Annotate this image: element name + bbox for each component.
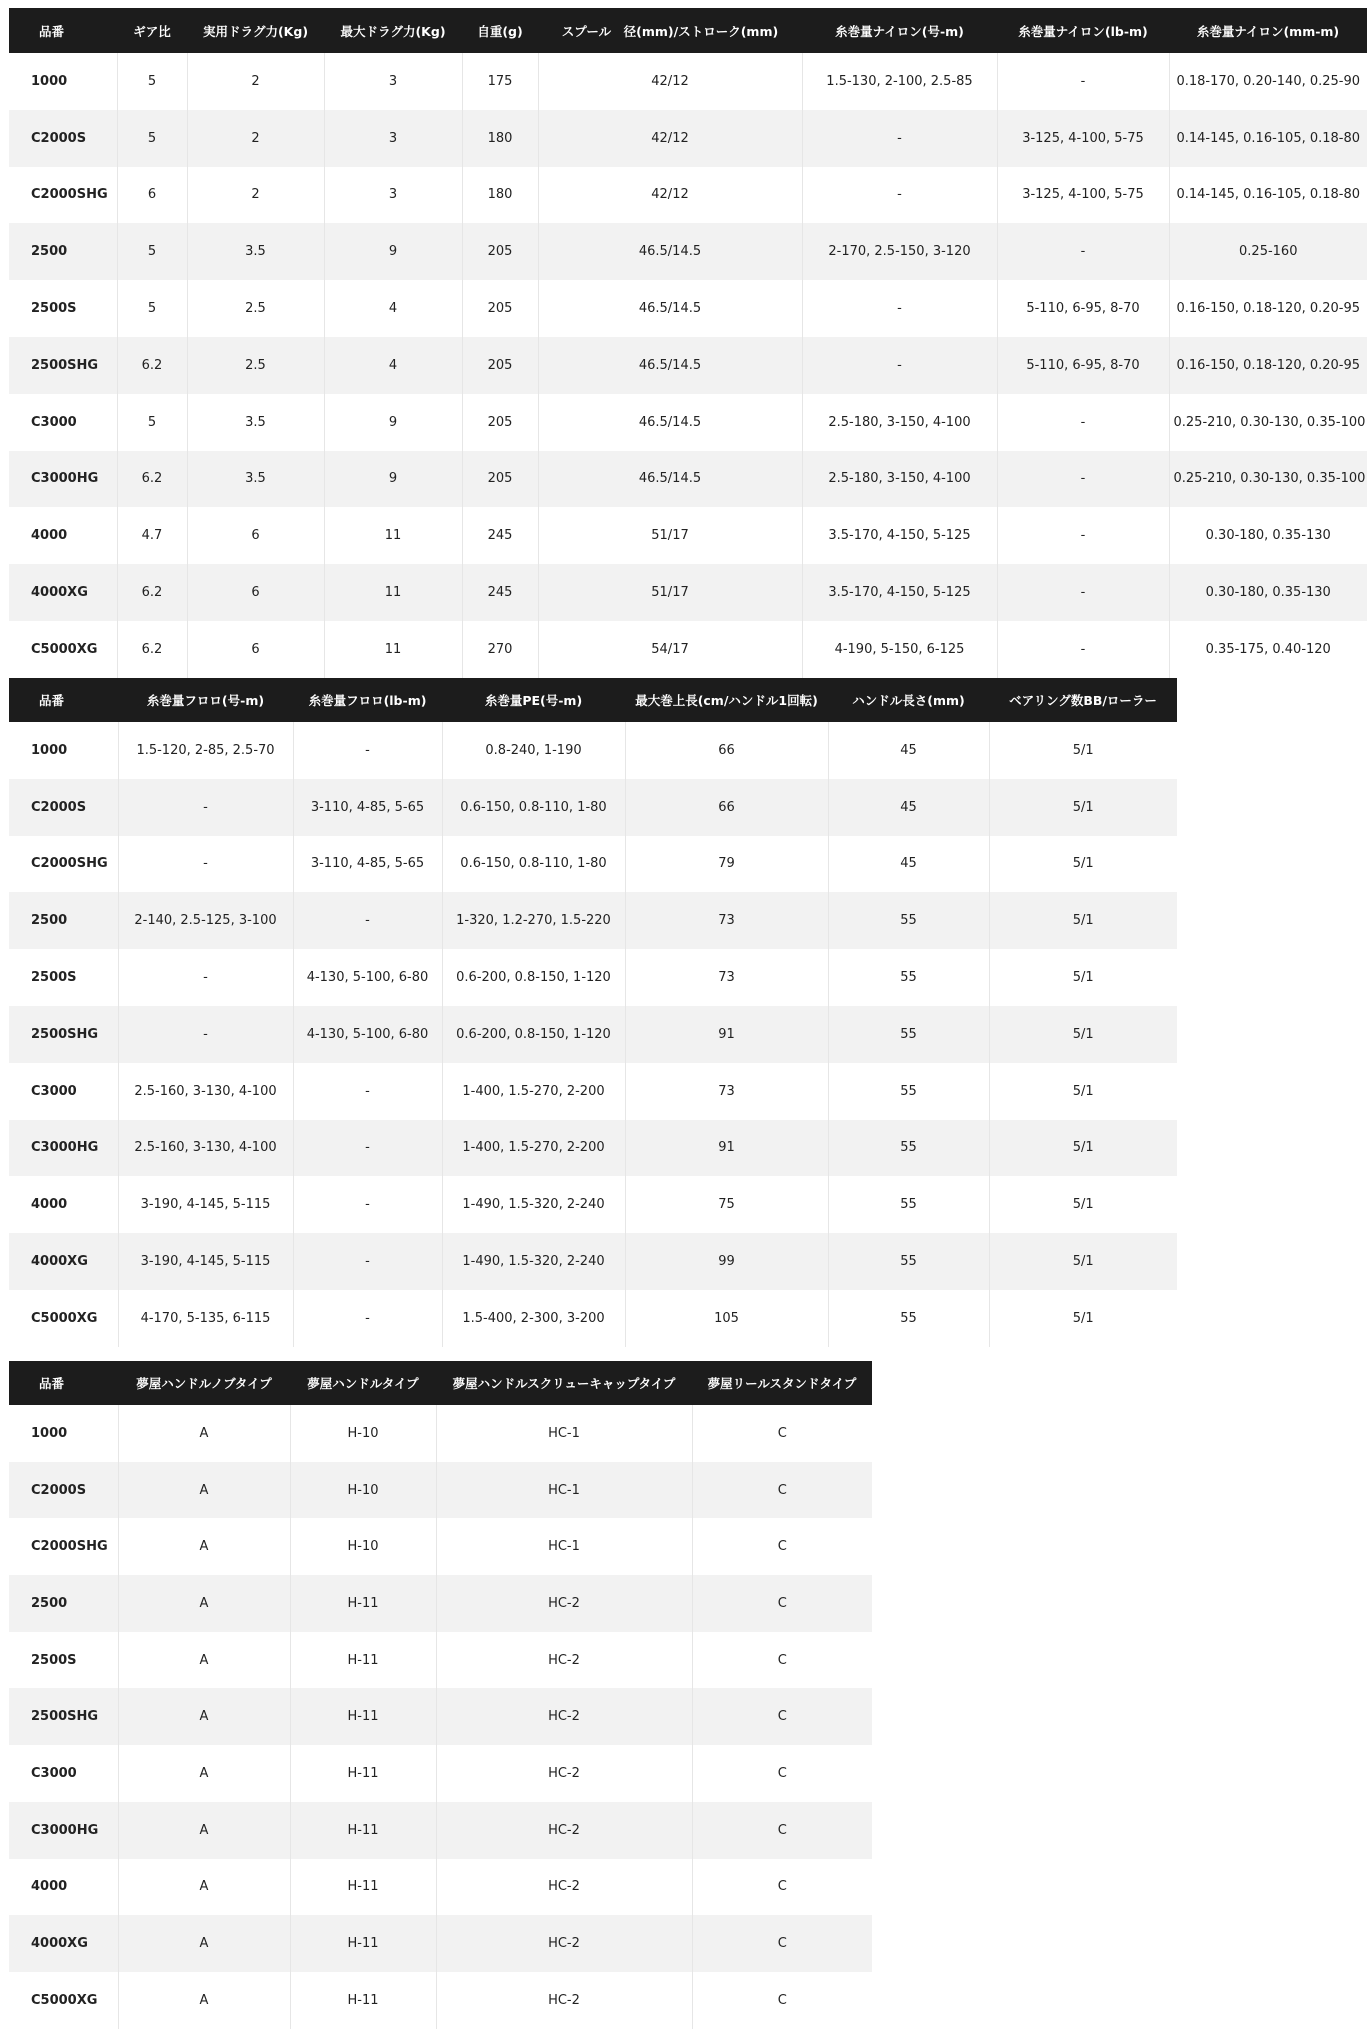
table-cell: - (802, 110, 997, 167)
table-cell: 5/1 (989, 1290, 1177, 1347)
table-cell: 3 (324, 167, 462, 224)
table-cell: 42/12 (538, 110, 802, 167)
table-cell: 45 (828, 836, 989, 893)
table-row (9, 1745, 872, 1802)
table-cell: 4-170, 5-135, 6-115 (118, 1290, 293, 1347)
table-cell: - (802, 337, 997, 394)
table-cell: C (692, 1745, 872, 1802)
table-cell: 1-320, 1.2-270, 1.5-220 (442, 892, 625, 949)
table-cell: A (118, 1462, 290, 1519)
table-cell: 5-110, 6-95, 8-70 (997, 337, 1169, 394)
model-number-cell: C2000S (9, 110, 117, 167)
table-row (9, 1120, 1177, 1177)
table-cell: 73 (625, 949, 828, 1006)
table-cell: HC-2 (436, 1859, 692, 1916)
table-cell: H-11 (290, 1632, 436, 1689)
table-row (9, 1859, 872, 1916)
model-number-cell: C2000SHG (9, 836, 118, 893)
table-cell: - (802, 167, 997, 224)
table-cell: A (118, 1688, 290, 1745)
table-cell: - (997, 507, 1169, 564)
table-row (9, 223, 1367, 280)
table-cell: 5/1 (989, 1176, 1177, 1233)
table-cell: 0.30-180, 0.35-130 (1169, 507, 1367, 564)
column-header: 品番 (9, 678, 118, 722)
table-cell: 3-110, 4-85, 5-65 (293, 836, 442, 893)
table-cell: 75 (625, 1176, 828, 1233)
column-header: 糸巻量フロロ(号-m) (118, 678, 293, 722)
table-cell: C (692, 1575, 872, 1632)
table-cell: 205 (462, 394, 538, 451)
model-number-cell: 1000 (9, 1405, 118, 1462)
table-cell: 5-110, 6-95, 8-70 (997, 280, 1169, 337)
table-cell: 6 (187, 507, 324, 564)
table-cell: 1.5-400, 2-300, 3-200 (442, 1290, 625, 1347)
model-number-cell: 2500SHG (9, 337, 117, 394)
table-cell: A (118, 1972, 290, 2029)
table-row (9, 1972, 872, 2029)
table-cell: 66 (625, 779, 828, 836)
table-cell: 3.5 (187, 223, 324, 280)
table-cell: 2 (187, 110, 324, 167)
model-number-cell: C2000S (9, 779, 118, 836)
table-cell: 0.25-210, 0.30-130, 0.35-100 (1169, 451, 1367, 508)
table-cell: C (692, 1859, 872, 1916)
table-cell: A (118, 1575, 290, 1632)
column-header: 自重(g) (462, 8, 538, 53)
table-header-row (9, 678, 1177, 722)
column-header: 品番 (9, 1361, 118, 1405)
table-cell: 5 (117, 394, 187, 451)
table-cell: A (118, 1745, 290, 1802)
column-header: 糸巻量フロロ(lb-m) (293, 678, 442, 722)
table-cell: 0.18-170, 0.20-140, 0.25-90 (1169, 53, 1367, 110)
table-cell: C (692, 1915, 872, 1972)
table-cell: 51/17 (538, 507, 802, 564)
table-cell: 46.5/14.5 (538, 337, 802, 394)
table-cell: 3.5-170, 4-150, 5-125 (802, 564, 997, 621)
table-row (9, 1802, 872, 1859)
table-cell: C (692, 1462, 872, 1519)
table-cell: 5/1 (989, 722, 1177, 779)
model-number-cell: 1000 (9, 53, 117, 110)
table-cell: 11 (324, 507, 462, 564)
table-cell: C (692, 1972, 872, 2029)
table-cell: 55 (828, 1233, 989, 1290)
table-cell: 91 (625, 1006, 828, 1063)
table-cell: H-11 (290, 1575, 436, 1632)
table-row (9, 337, 1367, 394)
table-row (9, 564, 1367, 621)
table-cell: HC-2 (436, 1745, 692, 1802)
table-row (9, 1063, 1177, 1120)
spec-table-basic (9, 8, 1367, 678)
table-cell: 45 (828, 722, 989, 779)
table-cell: - (293, 1290, 442, 1347)
table-row (9, 110, 1367, 167)
table-cell: 0.35-175, 0.40-120 (1169, 621, 1367, 678)
table-cell: HC-1 (436, 1405, 692, 1462)
table-row (9, 1632, 872, 1689)
table-cell: 2.5-160, 3-130, 4-100 (118, 1063, 293, 1120)
table-cell: 0.16-150, 0.18-120, 0.20-95 (1169, 280, 1367, 337)
table-cell: A (118, 1518, 290, 1575)
table-row (9, 892, 1177, 949)
table-cell: 55 (828, 1006, 989, 1063)
column-header: 糸巻量ナイロン(号-m) (802, 8, 997, 53)
table-cell: 91 (625, 1120, 828, 1177)
table-cell: A (118, 1632, 290, 1689)
column-header: ベアリング数BB/ローラー (989, 678, 1177, 722)
table-cell: H-10 (290, 1405, 436, 1462)
table-header-row (9, 1361, 872, 1405)
table-cell: 6 (187, 621, 324, 678)
table-row (9, 1233, 1177, 1290)
table-cell: 4 (324, 280, 462, 337)
model-number-cell: C5000XG (9, 621, 117, 678)
table-cell: - (293, 892, 442, 949)
table-cell: A (118, 1859, 290, 1916)
column-header: ハンドル長さ(mm) (828, 678, 989, 722)
table-cell: H-11 (290, 1745, 436, 1802)
table-cell: 205 (462, 451, 538, 508)
table-row (9, 1006, 1177, 1063)
table-cell: 5/1 (989, 892, 1177, 949)
table-cell: 3 (324, 53, 462, 110)
table-cell: 46.5/14.5 (538, 280, 802, 337)
model-number-cell: 4000XG (9, 1915, 118, 1972)
table-row (9, 621, 1367, 678)
column-header: スプール 径(mm)/ストローク(mm) (538, 8, 802, 53)
table-cell: 2-170, 2.5-150, 3-120 (802, 223, 997, 280)
table-row (9, 507, 1367, 564)
table-cell: 3.5-170, 4-150, 5-125 (802, 507, 997, 564)
table-cell: A (118, 1915, 290, 1972)
model-number-cell: C5000XG (9, 1972, 118, 2029)
table-cell: 55 (828, 949, 989, 1006)
table-cell: 73 (625, 892, 828, 949)
column-header: 最大ドラグ力(Kg) (324, 8, 462, 53)
model-number-cell: C3000 (9, 394, 117, 451)
table-cell: 6.2 (117, 621, 187, 678)
table-cell: HC-2 (436, 1915, 692, 1972)
model-number-cell: 2500 (9, 223, 117, 280)
table-cell: - (293, 722, 442, 779)
table-cell: 3-110, 4-85, 5-65 (293, 779, 442, 836)
table-cell: 6.2 (117, 451, 187, 508)
table-row (9, 1462, 872, 1519)
table-cell: 205 (462, 337, 538, 394)
table-cell: C (692, 1802, 872, 1859)
table-cell: 0.14-145, 0.16-105, 0.18-80 (1169, 167, 1367, 224)
table-cell: 45 (828, 779, 989, 836)
table-cell: - (997, 394, 1169, 451)
table-cell: HC-2 (436, 1632, 692, 1689)
table-cell: 5/1 (989, 1233, 1177, 1290)
table-cell: 3.5 (187, 451, 324, 508)
table-cell: H-11 (290, 1802, 436, 1859)
table-row (9, 1575, 872, 1632)
table-row (9, 280, 1367, 337)
table-cell: 46.5/14.5 (538, 451, 802, 508)
table-cell: 5/1 (989, 836, 1177, 893)
table-cell: 205 (462, 280, 538, 337)
table-cell: 180 (462, 110, 538, 167)
table-cell: 2.5 (187, 280, 324, 337)
table-cell: - (997, 564, 1169, 621)
column-header: 実用ドラグ力(Kg) (187, 8, 324, 53)
table-cell: 4-130, 5-100, 6-80 (293, 949, 442, 1006)
column-header: 夢屋ハンドルノブタイプ (118, 1361, 290, 1405)
model-number-cell: 4000 (9, 1859, 118, 1916)
table-cell: 4-130, 5-100, 6-80 (293, 1006, 442, 1063)
table-cell: 5 (117, 53, 187, 110)
table-row (9, 722, 1177, 779)
table-cell: 2 (187, 167, 324, 224)
table-cell: 9 (324, 451, 462, 508)
table-row (9, 53, 1367, 110)
table-cell: 0.6-150, 0.8-110, 1-80 (442, 836, 625, 893)
column-header: 夢屋ハンドルスクリューキャップタイプ (436, 1361, 692, 1405)
table-cell: 2.5-180, 3-150, 4-100 (802, 394, 997, 451)
column-header: ギア比 (117, 8, 187, 53)
table-cell: 5 (117, 280, 187, 337)
table-cell: 245 (462, 564, 538, 621)
table-cell: 5/1 (989, 1063, 1177, 1120)
table-cell: 55 (828, 892, 989, 949)
table-cell: - (997, 621, 1169, 678)
model-number-cell: C3000HG (9, 1120, 118, 1177)
table-cell: 55 (828, 1120, 989, 1177)
table-cell: - (118, 949, 293, 1006)
table-cell: - (293, 1233, 442, 1290)
table-cell: 73 (625, 1063, 828, 1120)
table-cell: 5 (117, 223, 187, 280)
table-cell: 79 (625, 836, 828, 893)
spec-table-line-capacity (9, 678, 1177, 1347)
table-cell: 46.5/14.5 (538, 223, 802, 280)
model-number-cell: C2000SHG (9, 167, 117, 224)
model-number-cell: 4000XG (9, 1233, 118, 1290)
table-row (9, 1176, 1177, 1233)
table-cell: 11 (324, 564, 462, 621)
table-cell: 270 (462, 621, 538, 678)
table-cell: 6.2 (117, 337, 187, 394)
table-cell: 1.5-120, 2-85, 2.5-70 (118, 722, 293, 779)
model-number-cell: 4000 (9, 507, 117, 564)
model-number-cell: C2000S (9, 1462, 118, 1519)
column-header: 最大巻上長(cm/ハンドル1回転) (625, 678, 828, 722)
table-cell: HC-2 (436, 1972, 692, 2029)
table-cell: 0.8-240, 1-190 (442, 722, 625, 779)
table-cell: 51/17 (538, 564, 802, 621)
table-cell: 66 (625, 722, 828, 779)
table-cell: 245 (462, 507, 538, 564)
table-cell: A (118, 1405, 290, 1462)
table-cell: 0.16-150, 0.18-120, 0.20-95 (1169, 337, 1367, 394)
column-header: 糸巻量ナイロン(lb-m) (997, 8, 1169, 53)
model-number-cell: 2500 (9, 892, 118, 949)
table-cell: 3.5 (187, 394, 324, 451)
table-cell: 6 (187, 564, 324, 621)
model-number-cell: 2500SHG (9, 1006, 118, 1063)
table-cell: 1-400, 1.5-270, 2-200 (442, 1120, 625, 1177)
table-cell: 54/17 (538, 621, 802, 678)
table-cell: 180 (462, 167, 538, 224)
table-row (9, 1518, 872, 1575)
table-cell: - (118, 779, 293, 836)
table-cell: 2.5-180, 3-150, 4-100 (802, 451, 997, 508)
table-cell: A (118, 1802, 290, 1859)
model-number-cell: C3000 (9, 1745, 118, 1802)
table-cell: 3-190, 4-145, 5-115 (118, 1176, 293, 1233)
column-header: 糸巻量PE(号-m) (442, 678, 625, 722)
model-number-cell: 1000 (9, 722, 118, 779)
table-cell: H-11 (290, 1972, 436, 2029)
column-header: 夢屋ハンドルタイプ (290, 1361, 436, 1405)
model-number-cell: C2000SHG (9, 1518, 118, 1575)
table-row (9, 394, 1367, 451)
table-row (9, 451, 1367, 508)
table-cell: 55 (828, 1290, 989, 1347)
table-cell: 0.14-145, 0.16-105, 0.18-80 (1169, 110, 1367, 167)
table-cell: - (118, 1006, 293, 1063)
model-number-cell: 2500S (9, 1632, 118, 1689)
table-cell: C (692, 1518, 872, 1575)
model-number-cell: C5000XG (9, 1290, 118, 1347)
table-cell: C (692, 1688, 872, 1745)
table-cell: 55 (828, 1063, 989, 1120)
table-cell: 11 (324, 621, 462, 678)
column-header: 品番 (9, 8, 117, 53)
table-cell: 55 (828, 1176, 989, 1233)
table-row (9, 836, 1177, 893)
table-cell: - (293, 1120, 442, 1177)
table-cell: H-11 (290, 1859, 436, 1916)
table-cell: C (692, 1632, 872, 1689)
table-cell: 0.6-200, 0.8-150, 1-120 (442, 949, 625, 1006)
model-number-cell: 2500 (9, 1575, 118, 1632)
table-row (9, 949, 1177, 1006)
table-cell: C (692, 1405, 872, 1462)
table-cell: 0.25-160 (1169, 223, 1367, 280)
table-cell: 9 (324, 394, 462, 451)
table-cell: 1-400, 1.5-270, 2-200 (442, 1063, 625, 1120)
table-cell: 5/1 (989, 949, 1177, 1006)
table-cell: 5/1 (989, 1006, 1177, 1063)
table-cell: - (997, 451, 1169, 508)
table-cell: 2.5-160, 3-130, 4-100 (118, 1120, 293, 1177)
table-cell: HC-2 (436, 1802, 692, 1859)
table-row (9, 779, 1177, 836)
table-cell: 0.30-180, 0.35-130 (1169, 564, 1367, 621)
table-cell: 42/12 (538, 53, 802, 110)
table-cell: H-11 (290, 1688, 436, 1745)
table-cell: 3-125, 4-100, 5-75 (997, 110, 1169, 167)
table-cell: 4-190, 5-150, 6-125 (802, 621, 997, 678)
table-cell: 205 (462, 223, 538, 280)
table-row (9, 1405, 872, 1462)
table-cell: 9 (324, 223, 462, 280)
table-cell: 46.5/14.5 (538, 394, 802, 451)
spec-table-yumeya-parts (9, 1361, 872, 2029)
model-number-cell: 2500S (9, 280, 117, 337)
table-row (9, 1290, 1177, 1347)
table-cell: 0.6-150, 0.8-110, 1-80 (442, 779, 625, 836)
table-cell: 99 (625, 1233, 828, 1290)
model-number-cell: C3000 (9, 1063, 118, 1120)
model-number-cell: 2500S (9, 949, 118, 1006)
table-cell: 4.7 (117, 507, 187, 564)
table-row (9, 1688, 872, 1745)
table-cell: 3-190, 4-145, 5-115 (118, 1233, 293, 1290)
model-number-cell: 4000 (9, 1176, 118, 1233)
table-cell: 3 (324, 110, 462, 167)
table-cell: 6.2 (117, 564, 187, 621)
table-cell: H-10 (290, 1462, 436, 1519)
table-row (9, 1915, 872, 1972)
model-number-cell: C3000HG (9, 451, 117, 508)
table-cell: - (293, 1176, 442, 1233)
model-number-cell: C3000HG (9, 1802, 118, 1859)
column-header: 夢屋リールスタンドタイプ (692, 1361, 872, 1405)
table-header-row (9, 8, 1367, 53)
table-cell: 2.5 (187, 337, 324, 394)
table-cell: 5/1 (989, 1120, 1177, 1177)
table-cell: 42/12 (538, 167, 802, 224)
table-cell: H-10 (290, 1518, 436, 1575)
table-row (9, 167, 1367, 224)
table-cell: 0.6-200, 0.8-150, 1-120 (442, 1006, 625, 1063)
table-cell: HC-1 (436, 1462, 692, 1519)
column-header: 糸巻量ナイロン(mm-m) (1169, 8, 1367, 53)
table-cell: H-11 (290, 1915, 436, 1972)
table-cell: - (802, 280, 997, 337)
table-cell: - (293, 1063, 442, 1120)
table-cell: 2 (187, 53, 324, 110)
table-cell: HC-2 (436, 1688, 692, 1745)
table-cell: HC-2 (436, 1575, 692, 1632)
table-cell: 2-140, 2.5-125, 3-100 (118, 892, 293, 949)
table-cell: 4 (324, 337, 462, 394)
table-cell: - (118, 836, 293, 893)
table-cell: 1-490, 1.5-320, 2-240 (442, 1233, 625, 1290)
table-cell: HC-1 (436, 1518, 692, 1575)
table-cell: 3-125, 4-100, 5-75 (997, 167, 1169, 224)
table-cell: 6 (117, 167, 187, 224)
table-cell: 1-490, 1.5-320, 2-240 (442, 1176, 625, 1233)
table-cell: 5 (117, 110, 187, 167)
table-cell: - (997, 53, 1169, 110)
table-cell: 175 (462, 53, 538, 110)
model-number-cell: 2500SHG (9, 1688, 118, 1745)
table-cell: 5/1 (989, 779, 1177, 836)
table-cell: 1.5-130, 2-100, 2.5-85 (802, 53, 997, 110)
model-number-cell: 4000XG (9, 564, 117, 621)
table-cell: 105 (625, 1290, 828, 1347)
table-cell: - (997, 223, 1169, 280)
table-cell: 0.25-210, 0.30-130, 0.35-100 (1169, 394, 1367, 451)
